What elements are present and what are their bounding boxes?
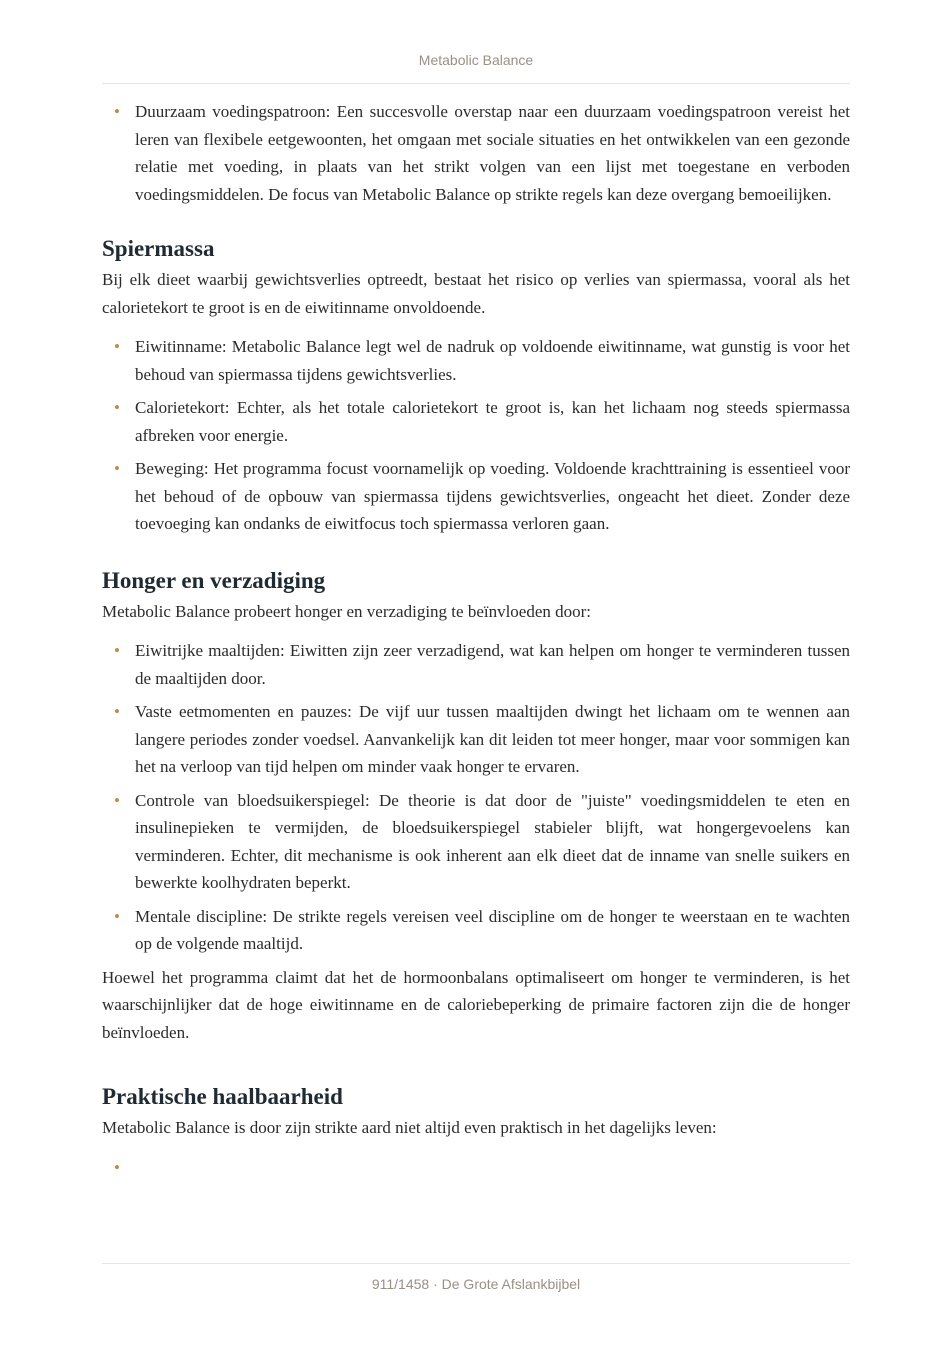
praktisch-bullet-list xyxy=(102,1154,850,1182)
list-item xyxy=(114,394,850,449)
bullet-icon: • xyxy=(114,459,120,478)
page-number: 911/1458 · De Grote Afslankbijbel xyxy=(371,1276,581,1292)
list-item-text: Duurzaam voedingspatroon: Een succesvolle overstap naar een duurzaam voedingspatroon vereist het leren van flexibele eetgewoonten, het omgaan met sociale situaties en het ontwikkelen van een gezonde relatie met voeding, in plaats van het strikt volgen van een lijst met toegestane en verboden voedingsmiddelen. De focus van Metabolic Balance op strikte regels kan deze overgang bemoeilijken. xyxy=(135,102,850,204)
section-heading-honger: Honger en verzadiging xyxy=(102,567,326,593)
list-item-text: Eiwitinname: Metabolic Balance legt wel de nadruk op voldoende eiwitinname, wat gunstig is voor het behoud van spiermassa tijdens gewichtsverlies. xyxy=(135,337,850,384)
bullet-icon: • xyxy=(114,398,120,417)
spiermassa-bullet-list xyxy=(102,333,850,538)
honger-bullet-list xyxy=(102,637,850,958)
section-heading-praktisch: Praktische haalbaarheid xyxy=(102,1084,343,1109)
bullet-icon: • xyxy=(114,702,120,721)
bullet-icon: • xyxy=(114,337,120,356)
footer-divider xyxy=(102,1263,850,1264)
paragraph-spiermassa-intro: Bij elk dieet waarbij gewichtsverlies optreedt, bestaat het risico op verlies van spiermassa, vooral als het calorietekort te groot is en de eiwitinname onvoldoende. xyxy=(102,270,850,317)
bullet-icon: • xyxy=(114,641,120,660)
paragraph-honger-intro: Metabolic Balance probeert honger en verzadiging te beïnvloeden door: xyxy=(102,601,592,621)
bullet-icon: • xyxy=(114,1157,120,1177)
intro-bullet-list xyxy=(102,98,850,208)
list-item xyxy=(114,903,850,958)
list-item xyxy=(114,98,850,208)
list-item xyxy=(114,1154,850,1182)
list-item xyxy=(114,787,850,897)
header-divider xyxy=(102,83,850,84)
list-item-text: Mentale discipline: De strikte regels vereisen veel discipline om de honger te weerstaan en te wachten op de volgende maaltijd. xyxy=(135,906,850,953)
bullet-icon: • xyxy=(114,102,120,121)
list-item-text: Calorietekort: Echter, als het totale calorietekort te groot is, kan het lichaam nog steeds spiermassa afbreken voor energie. xyxy=(135,398,850,445)
bullet-icon: • xyxy=(114,790,120,810)
paragraph-praktisch-intro: Metabolic Balance is door zijn strikte aard niet altijd even praktisch in het dagelijks leven: xyxy=(102,1118,717,1137)
list-item xyxy=(114,698,850,781)
page-content xyxy=(102,98,850,1187)
list-item-text: Vaste eetmomenten en pauzes: De vijf uur tussen maaltijden dwingt het lichaam om te wennen aan langere periodes zonder voedsel. Aanvankelijk kan dit leiden tot meer honger, maar voor sommigen kan het na verloop van tijd helpen om minder vaak honger te ervaren. xyxy=(135,702,850,776)
list-item-text: Controle van bloedsuikerspiegel: De theorie is dat door de "juiste" voedingsmiddelen te eten en insulinepieken te vermijden, de bloedsuikerspiegel stabieler blijft, wat hongergevoelens kan verminderen. Echter, dit mechanisme is ook inherent aan elk dieet dat de inname van snelle suikers en bewerkte koolhydraten beperkt. xyxy=(135,790,850,892)
list-item-text: Eiwitrijke maaltijden: Eiwitten zijn zeer verzadigend, wat kan helpen om honger te verminderen tussen de maaltijden door. xyxy=(135,641,850,688)
section-heading-spiermassa: Spiermassa xyxy=(102,236,215,261)
list-item xyxy=(114,455,850,538)
bullet-icon: • xyxy=(114,906,120,926)
paragraph-honger-outro: Hoewel het programma claimt dat het de hormoonbalans optimaliseert om honger te verminderen, is het waarschijnlijker dat de hoge eiwitinname en de caloriebeperking de primaire factoren zijn die de honger beïnvloeden. xyxy=(102,967,850,1042)
list-item xyxy=(114,637,850,692)
list-item-text: Beweging: Het programma focust voornamelijk op voeding. Voldoende krachttraining is essentieel voor het behoud of de opbouw van spiermassa tijdens gewichtsverlies, ongeacht het dieet. Zonder deze toevoeging kan ondanks de eiwitfocus toch spiermassa verloren gaan. xyxy=(135,459,850,533)
running-header: Metabolic Balance xyxy=(418,52,534,68)
list-item xyxy=(114,333,850,388)
